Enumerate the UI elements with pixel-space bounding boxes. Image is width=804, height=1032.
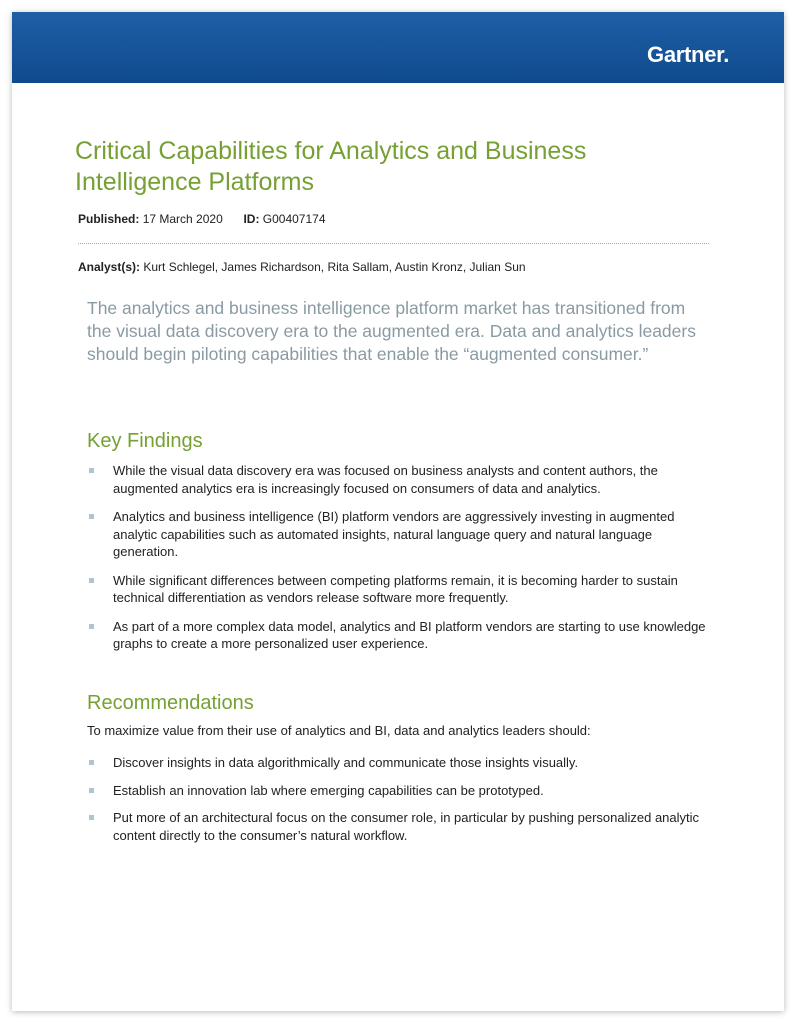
document-title: Critical Capabilities for Analytics and Business Intelligence Platforms (75, 137, 587, 196)
list-item (87, 782, 717, 800)
published-label: Published: (78, 212, 140, 226)
list-item-text: While the visual data discovery era was focused on business analysts and content authors, the augmented analytics era is increasingly focused on consumers of data and analytics. (113, 463, 658, 496)
list-item-text: Put more of an architectural focus on the consumer role, in particular by pushing personalized analytic content directly to the consumer’s natural workflow. (113, 810, 700, 843)
list-item (87, 572, 717, 607)
analysts-names: Kurt Schlegel, James Richardson, Rita Sallam, Austin Kronz, Julian Sun (143, 260, 526, 274)
document-id: G00407174 (262, 212, 326, 226)
bullet-square-icon (89, 788, 94, 793)
bullet-square-icon (89, 760, 94, 765)
list-item-text: Analytics and business intelligence (BI) platform vendors are aggressively investing in augmented analytic capabilities such as automated insights, natural language query and natural language generation. (113, 509, 675, 559)
bullet-square-icon (89, 624, 94, 629)
recommendations-intro: To maximize value from their use of analytics and BI, data and analytics leaders should: (87, 723, 591, 738)
key-findings-list (87, 462, 717, 664)
list-item (87, 754, 717, 772)
bullet-square-icon (89, 815, 94, 820)
document-page (12, 12, 784, 1011)
recommendations-list (87, 754, 717, 854)
bullet-square-icon (89, 514, 94, 519)
list-item (87, 618, 717, 653)
list-item-text: Establish an innovation lab where emerging capabilities can be prototyped. (113, 782, 544, 798)
key-findings-heading: Key Findings (87, 430, 203, 452)
dotted-divider (78, 243, 709, 244)
publication-meta (78, 212, 326, 226)
logo-dot: . (723, 42, 729, 67)
list-item-text: While significant differences between competing platforms remain, it is becoming harder to sustain technical differentiation as vendors release software more frequently. (113, 572, 678, 605)
header-banner (12, 12, 784, 83)
list-item (87, 809, 717, 844)
analysts-label: Analyst(s): (78, 260, 141, 274)
published-date: 17 March 2020 (142, 212, 223, 226)
list-item (87, 462, 717, 497)
summary-text: The analytics and business intelligence platform market has transitioned from the visual data discovery era to the augmented era. Data and analytics leaders should begin piloting capabilities that enable the “augmented consumer.” (87, 298, 696, 364)
id-label: ID: (243, 212, 260, 226)
bullet-square-icon (89, 468, 94, 473)
analysts-line (78, 260, 526, 274)
recommendations-heading: Recommendations (87, 692, 254, 714)
list-item (87, 508, 717, 561)
logo-text: Gartner (647, 42, 724, 67)
list-item-text: As part of a more complex data model, analytics and BI platform vendors are starting to use knowledge graphs to create a more personalized user experience. (113, 618, 706, 651)
bullet-square-icon (89, 578, 94, 583)
gartner-logo (647, 42, 729, 68)
list-item-text: Discover insights in data algorithmically and communicate those insights visually. (113, 755, 579, 770)
